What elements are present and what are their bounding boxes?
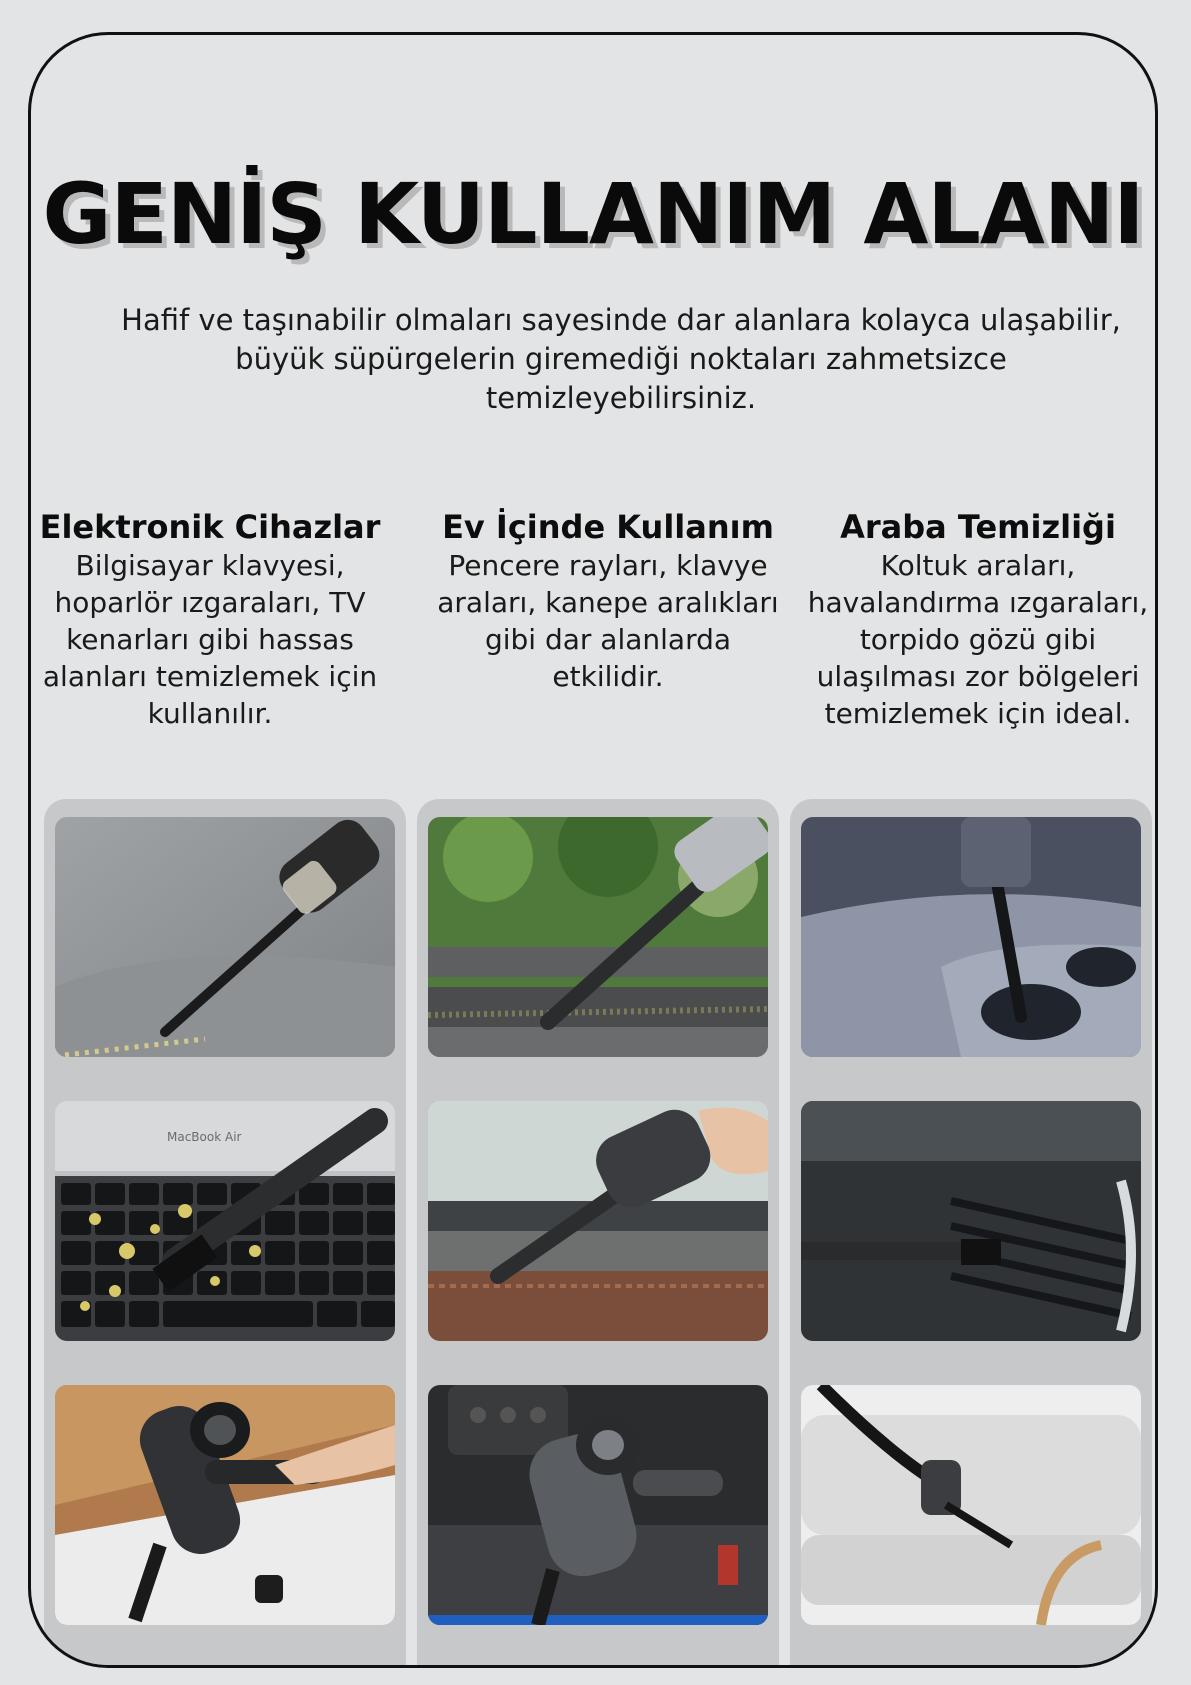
vacuum-brush-on-laptop-keyboard-photo	[55, 1101, 395, 1341]
vacuum-in-desk-drawer-photo	[55, 1385, 395, 1625]
vacuum-on-white-sofa-photo	[801, 1385, 1141, 1625]
vacuum-in-car-seat-gap-photo	[428, 1385, 768, 1625]
column-home	[433, 507, 783, 695]
page-title: GENİŞ KULLANIM ALANI	[42, 165, 1144, 263]
column-description: Bilgisayar klavyesi, hoparlör ızgaraları, TV kenarları gibi hassas alanları temizlemek için kullanılır.	[42, 549, 378, 730]
content-frame	[28, 32, 1158, 1668]
photo-panel-home	[417, 799, 779, 1668]
vacuum-on-sofa-fabric-photo	[55, 817, 395, 1057]
column-heading: Ev İçinde Kullanım	[442, 508, 774, 546]
column-heading: Araba Temizliği	[840, 508, 1116, 546]
photo-panel-car	[790, 799, 1152, 1668]
column-description: Koltuk araları, havalandırma ızgaraları, torpido gözü gibi ulaşılması zor bölgeleri temizlemek için ideal.	[807, 549, 1149, 730]
laptop-label: MacBook Air	[167, 1130, 242, 1144]
vacuum-on-window-frame-photo	[428, 1101, 768, 1341]
column-description: Pencere rayları, klavye araları, kanepe aralıkları gibi dar alanlarda etkilidir.	[437, 549, 779, 693]
column-heading: Elektronik Cihazlar	[39, 508, 381, 546]
vacuum-in-car-cupholder-photo	[801, 817, 1141, 1057]
column-electronics	[35, 507, 385, 732]
vacuum-on-window-rail-photo	[428, 817, 768, 1057]
photo-panel-electronics	[44, 799, 406, 1668]
column-car	[803, 507, 1153, 732]
intro-text: Hafif ve taşınabilir olmaları sayesinde dar alanlara kolayca ulaşabilir, büyük süpürgelerin giremediği noktaları zahmetsizce temizleyebilirsiniz.	[121, 303, 1121, 415]
vacuum-on-car-air-vent-photo	[801, 1101, 1141, 1341]
